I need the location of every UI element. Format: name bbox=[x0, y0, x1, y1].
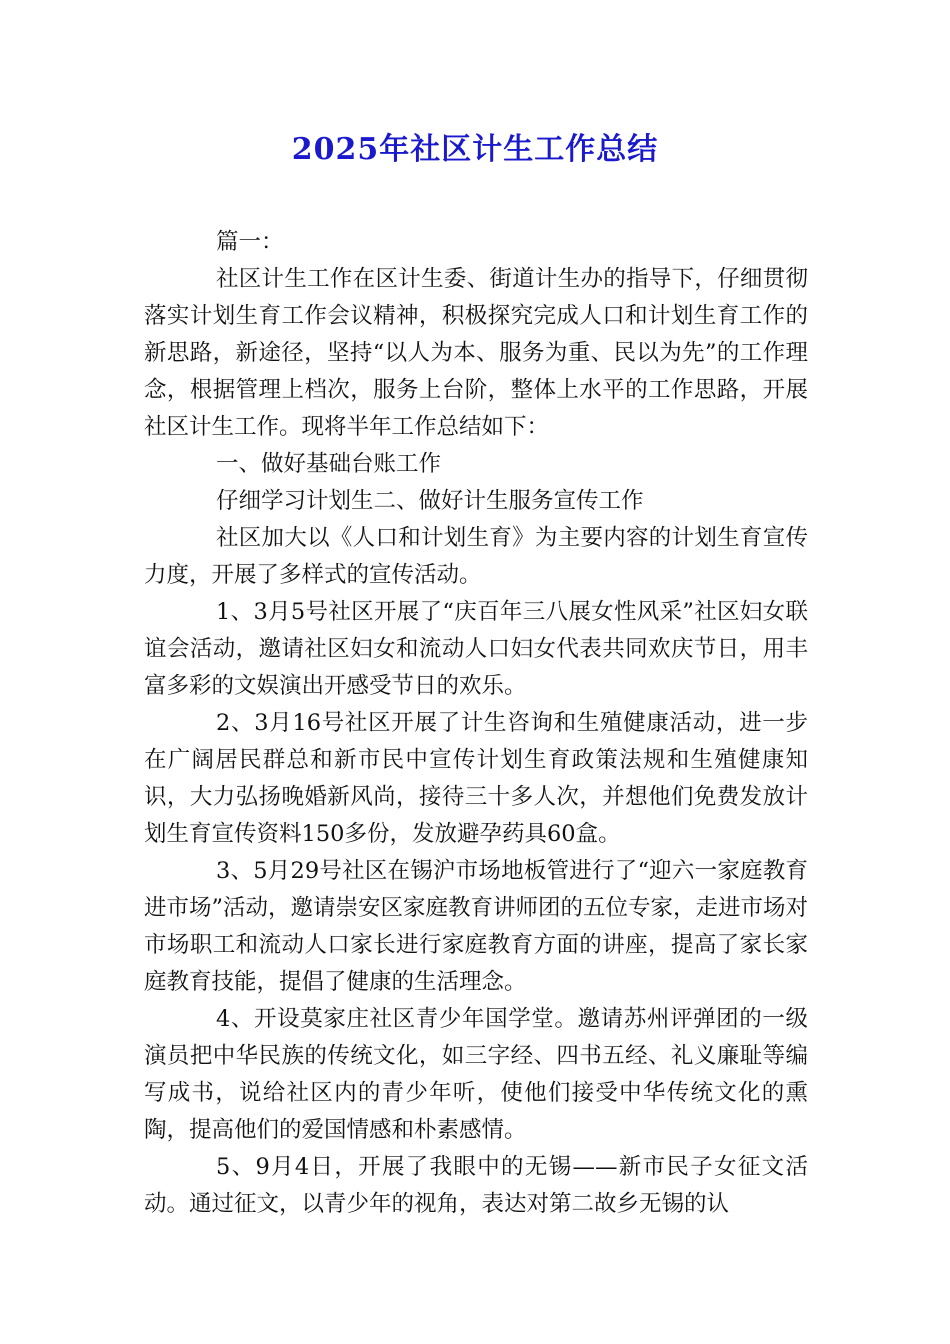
paragraph-publicity: 社区加大以《人口和计划生育》为主要内容的计划生育宣传力度，开展了多样式的宣传活动。 bbox=[144, 525, 808, 588]
paragraph-item-4: 4、开设莫家庄社区青少年国学堂。邀请苏州评弹团的一级演员把中华民族的传统文化，如三字经、四书五经、礼义廉耻等编写成书，说给社区内的青少年听，使他们接受中华传统文化的熏陶，提高他们的爱国情感和朴素感情。 bbox=[144, 1006, 808, 1143]
paragraph-item-1: 1、3月5号社区开展了“庆百年三八展女性风采”社区妇女联谊会活动，邀请社区妇女和流动人口妇女代表共同欢庆节日，用丰富多彩的文娱演出开感受节日的欢乐。 bbox=[144, 599, 808, 699]
document-title: 2025年社区计生工作总结 bbox=[291, 132, 659, 167]
paragraph-item-3: 3、5月29号社区在锡沪市场地板管进行了“迎六一家庭教育进市场”活动，邀请崇安区家庭教育讲师团的五位专家，走进市场对市场职工和流动人口家长进行家庭教育方面的讲座，提高了家长家庭教育技能，提倡了健康的生活理念。 bbox=[144, 858, 809, 995]
paragraph-item-2: 2、3月16号社区开展了计生咨询和生殖健康活动，进一步在广阔居民群总和新市民中宣传计划生育政策法规和生殖健康知识，大力弘扬晚婚新风尚，接待三十多人次，并想他们免费发放计划生育宣传资料150多份，发放避孕药具60盒。 bbox=[144, 710, 808, 847]
heading-section-2: 仔细学习计划生二、做好计生服务宣传工作 bbox=[216, 488, 644, 514]
heading-section-1: 一、做好基础台账工作 bbox=[216, 451, 442, 477]
paragraph-item-5: 5、9月4日，开展了我眼中的无锡——新市民子女征文活动。通过征文，以青少年的视角，表达对第二故乡无锡的认 bbox=[144, 1154, 808, 1217]
document-body bbox=[144, 224, 808, 1223]
paragraph-chapter-label: 篇一： bbox=[216, 229, 284, 255]
paragraph-intro: 社区计生工作在区计生委、街道计生办的指导下，仔细贯彻落实计划生育工作会议精神，积极探究完成人口和计划生育工作的新思路，新途径，坚持“以人为本、服务为重、民以为先”的工作理念，根据管理上档次，服务上台阶，整体上水平的工作思路，开展社区计生工作。现将半年工作总结如下： bbox=[144, 266, 808, 440]
